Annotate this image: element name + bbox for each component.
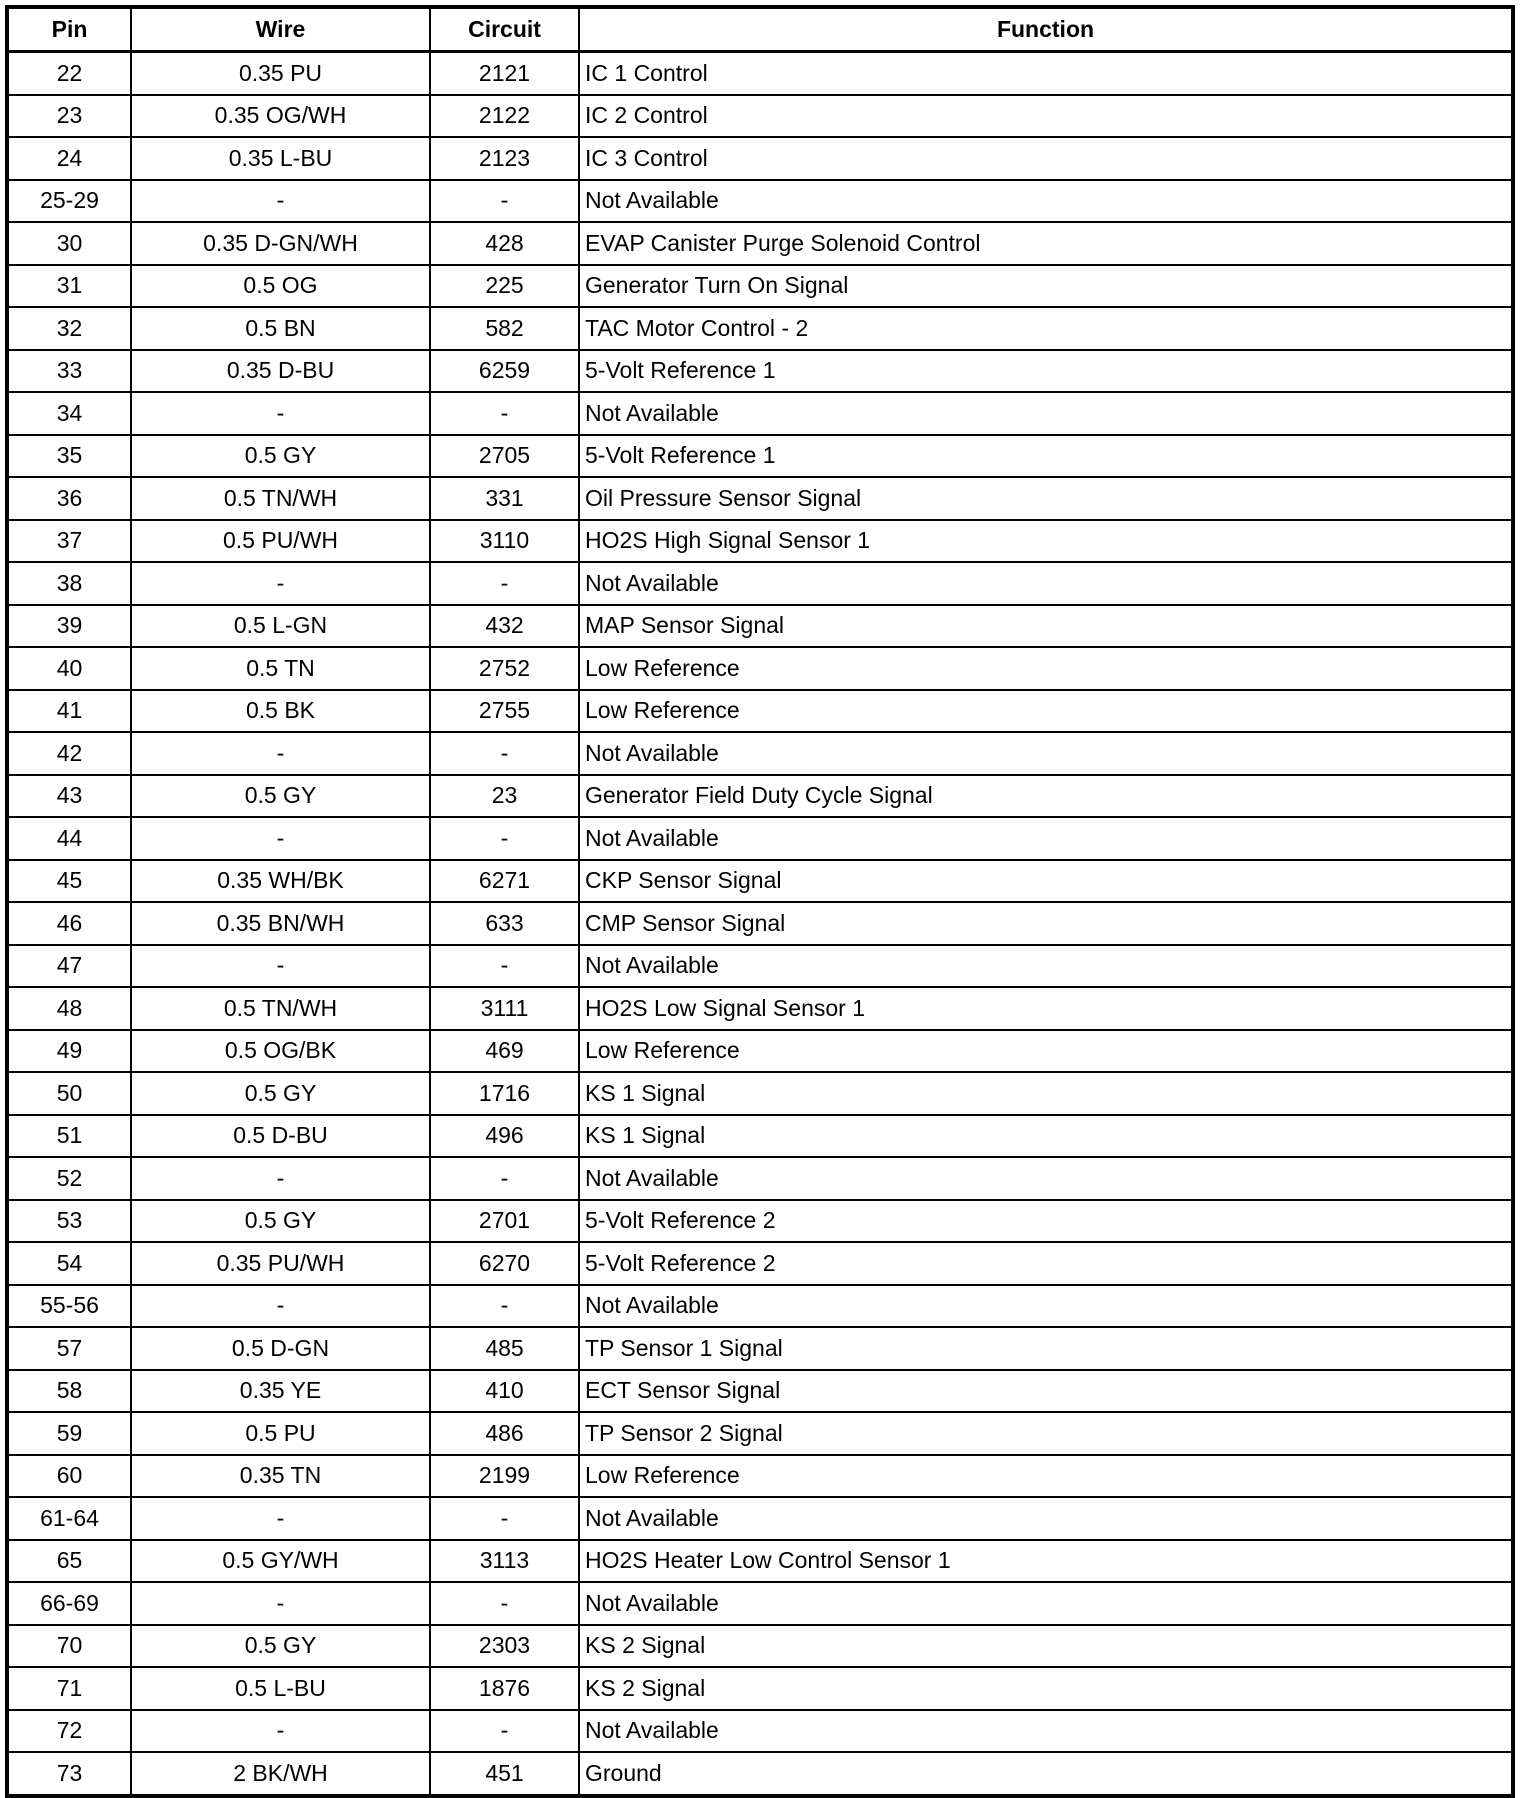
function-cell: IC 1 Control [579,52,1513,95]
function-cell: ECT Sensor Signal [579,1370,1513,1413]
wire-cell: - [131,1157,430,1200]
table-row [7,1072,1513,1115]
pin-cell: 42 [7,732,131,775]
circuit-cell: 1716 [430,1072,579,1115]
table-row [7,860,1513,903]
header-function: Function [579,7,1513,52]
table-row [7,1115,1513,1158]
wire-cell: 0.35 OG/WH [131,95,430,138]
wire-cell: 0.5 GY [131,775,430,818]
pin-cell: 44 [7,817,131,860]
function-cell: CMP Sensor Signal [579,902,1513,945]
table-row [7,775,1513,818]
pin-cell: 71 [7,1667,131,1710]
function-cell: 5-Volt Reference 1 [579,350,1513,393]
pin-cell: 50 [7,1072,131,1115]
function-cell: Not Available [579,1582,1513,1625]
pin-cell: 73 [7,1752,131,1796]
circuit-cell: 23 [430,775,579,818]
function-cell: HO2S Low Signal Sensor 1 [579,987,1513,1030]
pin-cell: 57 [7,1327,131,1370]
table-row [7,1497,1513,1540]
wire-cell: 0.5 BK [131,690,430,733]
pin-cell: 58 [7,1370,131,1413]
pin-cell: 35 [7,435,131,478]
function-cell: Oil Pressure Sensor Signal [579,477,1513,520]
table-row [7,95,1513,138]
circuit-cell: 6259 [430,350,579,393]
pin-cell: 47 [7,945,131,988]
circuit-cell: - [430,1582,579,1625]
pin-cell: 54 [7,1242,131,1285]
circuit-cell: 2199 [430,1455,579,1498]
pin-cell: 23 [7,95,131,138]
table-row [7,477,1513,520]
circuit-cell: 225 [430,265,579,308]
wire-cell: - [131,817,430,860]
pin-cell: 33 [7,350,131,393]
table-row [7,520,1513,563]
function-cell: Not Available [579,562,1513,605]
circuit-cell: 428 [430,222,579,265]
function-cell: Generator Turn On Signal [579,265,1513,308]
circuit-cell: 486 [430,1412,579,1455]
circuit-cell: 6271 [430,860,579,903]
wire-cell: 0.35 D-GN/WH [131,222,430,265]
wire-cell: 0.5 D-GN [131,1327,430,1370]
wire-cell: 0.5 L-GN [131,605,430,648]
wire-cell: 0.35 PU [131,52,430,95]
table-row [7,1582,1513,1625]
header-circuit: Circuit [430,7,579,52]
table-row [7,987,1513,1030]
table-row [7,1412,1513,1455]
wire-cell: 0.5 GY/WH [131,1540,430,1583]
pin-cell: 48 [7,987,131,1030]
function-cell: Not Available [579,180,1513,223]
table-row [7,350,1513,393]
wire-cell: - [131,1710,430,1753]
wire-cell: - [131,1582,430,1625]
circuit-cell: 2303 [430,1625,579,1668]
circuit-cell: 633 [430,902,579,945]
circuit-cell: 451 [430,1752,579,1796]
circuit-cell: 469 [430,1030,579,1073]
function-cell: EVAP Canister Purge Solenoid Control [579,222,1513,265]
pin-cell: 59 [7,1412,131,1455]
pin-cell: 36 [7,477,131,520]
wire-cell: 0.5 GY [131,435,430,478]
function-cell: TP Sensor 1 Signal [579,1327,1513,1370]
pin-cell: 51 [7,1115,131,1158]
circuit-cell: - [430,732,579,775]
circuit-cell: - [430,1710,579,1753]
function-cell: Low Reference [579,1455,1513,1498]
pin-cell: 30 [7,222,131,265]
function-cell: KS 2 Signal [579,1625,1513,1668]
function-cell: CKP Sensor Signal [579,860,1513,903]
pin-cell: 34 [7,392,131,435]
wire-cell: - [131,180,430,223]
pin-cell: 46 [7,902,131,945]
circuit-cell: 582 [430,307,579,350]
table-row [7,307,1513,350]
wire-cell: - [131,562,430,605]
table-row [7,902,1513,945]
pin-cell: 60 [7,1455,131,1498]
table-row [7,1625,1513,1668]
wire-cell: 0.5 OG/BK [131,1030,430,1073]
pin-cell: 32 [7,307,131,350]
pin-cell: 40 [7,647,131,690]
wire-cell: 0.5 TN/WH [131,987,430,1030]
table-row [7,222,1513,265]
table-row [7,52,1513,95]
wire-cell: 0.5 PU [131,1412,430,1455]
table-row [7,647,1513,690]
table-row [7,690,1513,733]
circuit-cell: - [430,817,579,860]
circuit-cell: - [430,392,579,435]
function-cell: Not Available [579,392,1513,435]
table-row [7,562,1513,605]
pin-cell: 52 [7,1157,131,1200]
wire-cell: - [131,945,430,988]
pin-cell: 65 [7,1540,131,1583]
circuit-cell: 2705 [430,435,579,478]
function-cell: Ground [579,1752,1513,1796]
pin-cell: 31 [7,265,131,308]
wire-cell: 0.35 BN/WH [131,902,430,945]
function-cell: Not Available [579,732,1513,775]
pin-cell: 38 [7,562,131,605]
pin-cell: 53 [7,1200,131,1243]
function-cell: KS 2 Signal [579,1667,1513,1710]
pin-cell: 37 [7,520,131,563]
function-cell: 5-Volt Reference 1 [579,435,1513,478]
circuit-cell: 496 [430,1115,579,1158]
circuit-cell: 2121 [430,52,579,95]
function-cell: Low Reference [579,690,1513,733]
pin-cell: 55-56 [7,1285,131,1328]
table-row [7,1242,1513,1285]
function-cell: Not Available [579,945,1513,988]
function-cell: Not Available [579,1497,1513,1540]
circuit-cell: - [430,180,579,223]
function-cell: Not Available [579,817,1513,860]
wire-cell: 0.5 OG [131,265,430,308]
wire-cell: 0.35 D-BU [131,350,430,393]
circuit-cell: 2701 [430,1200,579,1243]
circuit-cell: 1876 [430,1667,579,1710]
pin-cell: 45 [7,860,131,903]
circuit-cell: 410 [430,1370,579,1413]
table-row [7,1710,1513,1753]
wire-cell: 0.35 L-BU [131,137,430,180]
pin-cell: 72 [7,1710,131,1753]
function-cell: TAC Motor Control - 2 [579,307,1513,350]
function-cell: Low Reference [579,1030,1513,1073]
function-cell: KS 1 Signal [579,1115,1513,1158]
table-row [7,1370,1513,1413]
table-row [7,1285,1513,1328]
circuit-cell: 3111 [430,987,579,1030]
function-cell: Generator Field Duty Cycle Signal [579,775,1513,818]
pin-cell: 61-64 [7,1497,131,1540]
table-row [7,1327,1513,1370]
pin-cell: 70 [7,1625,131,1668]
header-row [7,7,1513,52]
circuit-cell: - [430,562,579,605]
table-row [7,1455,1513,1498]
wire-cell: 0.35 TN [131,1455,430,1498]
function-cell: HO2S Heater Low Control Sensor 1 [579,1540,1513,1583]
wire-cell: 2 BK/WH [131,1752,430,1796]
wire-cell: 0.35 PU/WH [131,1242,430,1285]
wire-cell: 0.35 YE [131,1370,430,1413]
function-cell: IC 2 Control [579,95,1513,138]
pin-cell: 25-29 [7,180,131,223]
wire-cell: - [131,392,430,435]
pin-cell: 66-69 [7,1582,131,1625]
wire-cell: - [131,732,430,775]
circuit-cell: 6270 [430,1242,579,1285]
function-cell: 5-Volt Reference 2 [579,1200,1513,1243]
circuit-cell: 432 [430,605,579,648]
circuit-cell: 485 [430,1327,579,1370]
table-row [7,732,1513,775]
function-cell: IC 3 Control [579,137,1513,180]
circuit-cell: - [430,1497,579,1540]
function-cell: TP Sensor 2 Signal [579,1412,1513,1455]
wire-cell: - [131,1285,430,1328]
table-row [7,435,1513,478]
circuit-cell: 2123 [430,137,579,180]
circuit-cell: 3113 [430,1540,579,1583]
table-row [7,137,1513,180]
table-row [7,1667,1513,1710]
pin-cell: 24 [7,137,131,180]
circuit-cell: - [430,1285,579,1328]
wire-cell: 0.5 GY [131,1200,430,1243]
header-wire: Wire [131,7,430,52]
function-cell: KS 1 Signal [579,1072,1513,1115]
wire-cell: 0.5 TN [131,647,430,690]
wire-cell: 0.5 GY [131,1625,430,1668]
circuit-cell: 2122 [430,95,579,138]
pin-cell: 39 [7,605,131,648]
wire-cell: 0.5 PU/WH [131,520,430,563]
function-cell: HO2S High Signal Sensor 1 [579,520,1513,563]
pin-cell: 22 [7,52,131,95]
table-row [7,605,1513,648]
function-cell: Low Reference [579,647,1513,690]
wire-cell: 0.5 D-BU [131,1115,430,1158]
circuit-cell: - [430,1157,579,1200]
wire-cell: - [131,1497,430,1540]
table-row [7,180,1513,223]
function-cell: Not Available [579,1157,1513,1200]
table-row [7,265,1513,308]
circuit-cell: 3110 [430,520,579,563]
pinout-table [5,5,1515,1798]
circuit-cell: 331 [430,477,579,520]
circuit-cell: 2752 [430,647,579,690]
wire-cell: 0.5 L-BU [131,1667,430,1710]
circuit-cell: - [430,945,579,988]
wire-cell: 0.5 GY [131,1072,430,1115]
function-cell: Not Available [579,1285,1513,1328]
wire-cell: 0.35 WH/BK [131,860,430,903]
wire-cell: 0.5 TN/WH [131,477,430,520]
table-row [7,1540,1513,1583]
table-row [7,945,1513,988]
function-cell: 5-Volt Reference 2 [579,1242,1513,1285]
header-pin: Pin [7,7,131,52]
table-body [7,52,1513,1796]
circuit-cell: 2755 [430,690,579,733]
pin-cell: 43 [7,775,131,818]
table-row [7,1752,1513,1796]
wire-cell: 0.5 BN [131,307,430,350]
table-row [7,817,1513,860]
pin-cell: 41 [7,690,131,733]
function-cell: MAP Sensor Signal [579,605,1513,648]
table-row [7,1157,1513,1200]
table-row [7,1200,1513,1243]
function-cell: Not Available [579,1710,1513,1753]
pin-cell: 49 [7,1030,131,1073]
table-row [7,392,1513,435]
table-row [7,1030,1513,1073]
